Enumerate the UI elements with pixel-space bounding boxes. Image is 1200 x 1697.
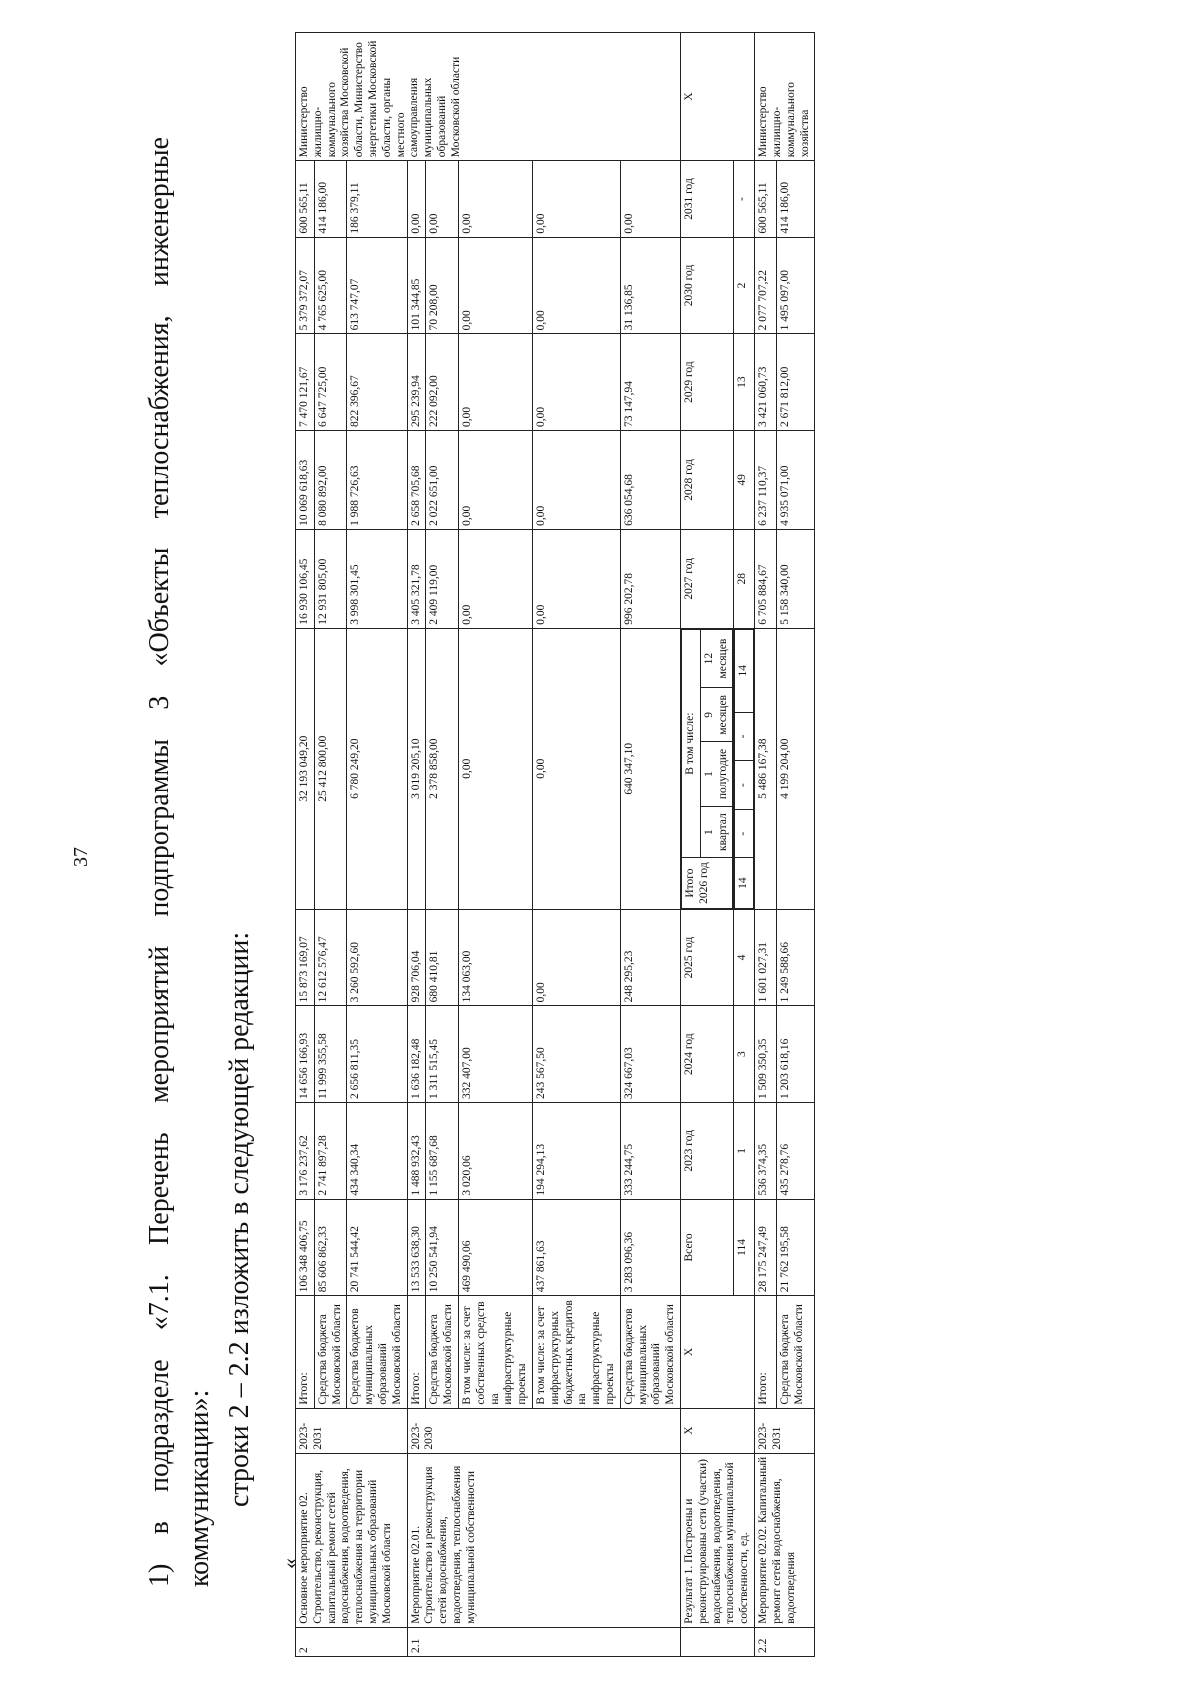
value-cell: 332 407,00 [458, 1006, 532, 1103]
table-row [407, 33, 426, 1657]
value-cell: 13 533 638,30 [407, 1199, 426, 1296]
value-cell: 536 374,35 [755, 1102, 777, 1199]
value-cell: 0,00 [458, 628, 532, 909]
value-cell: 2 [734, 237, 755, 334]
value-cell: 0,00 [458, 529, 532, 628]
value-cell: 1 636 182,48 [407, 1006, 426, 1103]
intro-word: 3 [144, 695, 175, 710]
quarter-breakdown-values [734, 628, 755, 909]
value-cell: 1 988 726,63 [347, 430, 407, 529]
intro-word: «Объекты [144, 547, 175, 667]
value-cell: 14 [735, 858, 754, 908]
header-cell: 9 месяцев [700, 688, 733, 742]
value-cell: 6 780 249,20 [347, 628, 407, 909]
value-cell: - [734, 161, 755, 237]
intro-line-2: коммуникации»: [184, 1389, 215, 1587]
value-cell: 14 [735, 629, 754, 712]
value-cell: 1 488 932,43 [407, 1102, 426, 1199]
executor-cell: Министерство жилищно-коммунального хозяйства [755, 33, 815, 161]
value-cell: 4 199 204,00 [777, 628, 815, 909]
source-cell: В том числе: за счет собственных средств на инфраструктурные проекты [458, 1296, 532, 1408]
value-cell: - [735, 712, 754, 761]
value-cell: 640 347,10 [620, 628, 680, 909]
intro-word: мероприятий [144, 945, 175, 1104]
measure-period: 2023-2031 [755, 1408, 815, 1453]
measure-name: Мероприятие 02.01. Строительство и реконструкция сетей водоснабжения, водоотведения, теплоснабжения муниципальной собственности [407, 1453, 680, 1627]
header-cell: Всего [680, 1199, 733, 1296]
source-cell: Средства бюджетов муниципальных образований Московской области [347, 1296, 407, 1408]
value-cell: 2 671 812,00 [777, 334, 815, 431]
value-cell: 0,00 [532, 529, 620, 628]
value-cell: 5 486 167,38 [755, 628, 777, 909]
value-cell: 3 260 592,60 [347, 909, 407, 1006]
intro-line-3: строки 2 – 2.2 изложить в следующей редакции: [224, 931, 255, 1507]
value-cell: 2 077 707,22 [755, 237, 777, 334]
row-number: 2.1 [407, 1627, 680, 1656]
value-cell: 248 295,23 [620, 909, 680, 1006]
opening-quote: « [277, 1558, 302, 1569]
header-cell: 12 месяцев [700, 629, 733, 688]
value-cell: 20 741 544,42 [347, 1199, 407, 1296]
value-cell: 3 020,06 [458, 1102, 532, 1199]
value-cell: 2 656 811,35 [347, 1006, 407, 1103]
value-cell: 2 658 705,68 [407, 430, 426, 529]
value-cell: 469 490,06 [458, 1199, 532, 1296]
value-cell: 680 410,81 [426, 909, 459, 1006]
intro-word: подпрограммы [144, 739, 175, 917]
row-number: 2 [296, 1627, 408, 1656]
value-cell: 4 935 071,00 [777, 430, 815, 529]
measures-table [295, 32, 815, 1657]
value-cell: 414 186,00 [314, 161, 347, 237]
header-cell: 2024 год [680, 1006, 733, 1103]
intro-text [140, 137, 260, 1587]
header-cell: 2029 год [680, 334, 733, 431]
header-cell: 1 квартал [700, 806, 733, 858]
header-cell: 2027 год [680, 529, 733, 628]
measure-period: 2023-2031 [296, 1408, 408, 1453]
value-cell: 28 175 247,49 [755, 1199, 777, 1296]
value-cell: 5 158 340,00 [777, 529, 815, 628]
source-cell: Средства бюджетов муниципальных образований Московской области [620, 1296, 680, 1408]
header-cell: Итого 2026 год [681, 858, 732, 908]
value-cell: 928 706,04 [407, 909, 426, 1006]
value-cell: 85 606 862,33 [314, 1199, 347, 1296]
value-cell: 5 379 372,07 [296, 237, 315, 334]
value-cell: 134 063,00 [458, 909, 532, 1006]
value-cell: 1 [734, 1102, 755, 1199]
value-cell: 2 409 119,00 [426, 529, 459, 628]
value-cell: 12 612 576,47 [314, 909, 347, 1006]
x-mark: X [680, 1296, 754, 1408]
intro-word: подразделе [144, 1359, 175, 1492]
value-cell: 1 311 515,45 [426, 1006, 459, 1103]
value-cell: 1 203 618,16 [777, 1006, 815, 1103]
source-cell: Средства бюджета Московской области [426, 1296, 459, 1408]
value-cell: 10 250 541,94 [426, 1199, 459, 1296]
value-cell: 414 186,00 [777, 161, 815, 237]
value-cell: 11 999 355,58 [314, 1006, 347, 1103]
value-cell: 49 [734, 430, 755, 529]
value-cell: 1 601 027,31 [755, 909, 777, 1006]
header-cell: 2031 год [680, 161, 733, 237]
intro-line-1 [140, 137, 180, 1587]
value-cell: 106 348 406,75 [296, 1199, 315, 1296]
value-cell: 3 [734, 1006, 755, 1103]
value-cell: - [735, 761, 754, 810]
value-cell: 6 237 110,37 [755, 430, 777, 529]
intro-word: 1) [144, 1563, 175, 1587]
value-cell: 0,00 [426, 161, 459, 237]
value-cell: 0,00 [532, 237, 620, 334]
value-cell: 12 931 805,00 [314, 529, 347, 628]
value-cell: 2 022 651,00 [426, 430, 459, 529]
value-cell: 1 509 350,35 [755, 1006, 777, 1103]
value-cell: 0,00 [458, 161, 532, 237]
value-cell: 333 244,75 [620, 1102, 680, 1199]
header-cell: 2030 год [680, 237, 733, 334]
x-mark: X [680, 1408, 754, 1453]
value-cell: 3 998 301,45 [347, 529, 407, 628]
measure-name: Основное мероприятие 02. Строительство, реконструкция, капитальный ремонт сетей водоснабжения, водоотведения, теплоснабжения на территории муниципальных образований Московской области [296, 1453, 408, 1627]
value-cell: 28 [734, 529, 755, 628]
value-cell: 7 470 121,67 [296, 334, 315, 431]
value-cell: 822 396,67 [347, 334, 407, 431]
source-cell: В том числе: за счет инфраструктурных бюджетных кредитов на инфраструктурные проекты [532, 1296, 620, 1408]
value-cell: 6 647 725,00 [314, 334, 347, 431]
value-cell: 0,00 [458, 334, 532, 431]
value-cell: 1 155 687,68 [426, 1102, 459, 1199]
value-cell: 73 147,94 [620, 334, 680, 431]
value-cell: 600 565,11 [755, 161, 777, 237]
value-cell: 32 193 049,20 [296, 628, 315, 909]
header-cell: В том числе: [681, 629, 700, 858]
value-cell: 437 861,63 [532, 1199, 620, 1296]
table-row [680, 33, 733, 1657]
value-cell: 6 705 884,67 [755, 529, 777, 628]
table-row [755, 33, 777, 1657]
intro-word: «7.1. [144, 1274, 175, 1331]
value-cell: 1 249 588,66 [777, 909, 815, 1006]
value-cell: 434 340,34 [347, 1102, 407, 1199]
value-cell: 10 069 618,63 [296, 430, 315, 529]
intro-word: в [144, 1521, 175, 1535]
intro-word: инженерные [144, 137, 175, 287]
value-cell: 0,00 [532, 334, 620, 431]
value-cell: 2 378 858,00 [426, 628, 459, 909]
source-cell: Средства бюджета Московской области [314, 1296, 347, 1408]
result-name: Результат 1. Построены и реконструированы сети (участки) водоснабжения, водоотведения, теплоснабжения муниципальной собственности, ед. [680, 1453, 754, 1627]
value-cell: 70 208,00 [426, 237, 459, 334]
value-cell: 0,00 [532, 430, 620, 529]
value-cell: 3 019 205,10 [407, 628, 426, 909]
source-cell: Средства бюджета Московской области [777, 1296, 815, 1408]
header-cell: 2025 год [680, 909, 733, 1006]
value-cell: 0,00 [532, 909, 620, 1006]
value-cell: 996 202,78 [620, 529, 680, 628]
page-number: 37 [70, 847, 92, 867]
intro-word: теплоснабжения, [144, 315, 175, 519]
x-mark: X [680, 33, 754, 161]
value-cell: 324 667,03 [620, 1006, 680, 1103]
value-cell: 14 656 166,93 [296, 1006, 315, 1103]
value-cell: 0,00 [407, 161, 426, 237]
measure-period: 2023-2030 [407, 1408, 680, 1453]
table-row [296, 33, 315, 1657]
value-cell: 435 278,76 [777, 1102, 815, 1199]
executor-cell: Министерство жилищно-коммунального хозяйства Московской области, Министерство энергетики Московской области, органы местного самоуправления муниципальных образований Московской области [296, 33, 681, 161]
value-cell: 114 [734, 1199, 755, 1296]
header-cell: 1 полугодие [700, 742, 733, 806]
value-cell: 0,00 [532, 628, 620, 909]
value-cell: 3 176 237,62 [296, 1102, 315, 1199]
value-cell: 21 762 195,58 [777, 1199, 815, 1296]
value-cell: 0,00 [458, 237, 532, 334]
value-cell: 25 412 800,00 [314, 628, 347, 909]
value-cell: 2 741 897,28 [314, 1102, 347, 1199]
intro-word: Перечень [144, 1132, 175, 1245]
value-cell: 0,00 [620, 161, 680, 237]
value-cell: 4 [734, 909, 755, 1006]
value-cell: 295 239,94 [407, 334, 426, 431]
value-cell: 1 495 097,00 [777, 237, 815, 334]
value-cell: 600 565,11 [296, 161, 315, 237]
source-cell: Итого: [296, 1296, 315, 1408]
value-cell: 636 054,68 [620, 430, 680, 529]
value-cell: 222 092,00 [426, 334, 459, 431]
value-cell: 13 [734, 334, 755, 431]
value-cell: 31 136,85 [620, 237, 680, 334]
source-cell: Итого: [407, 1296, 426, 1408]
value-cell: 8 080 892,00 [314, 430, 347, 529]
value-cell: 3 421 060,73 [755, 334, 777, 431]
header-cell: 2028 год [680, 430, 733, 529]
value-cell: 3 405 321,78 [407, 529, 426, 628]
value-cell: 243 567,50 [532, 1006, 620, 1103]
value-cell: 194 294,13 [532, 1102, 620, 1199]
measure-name: Мероприятие 02.02. Капитальный ремонт сетей водоснабжения, водоотведения [755, 1453, 815, 1627]
source-cell: Итого: [755, 1296, 777, 1408]
row-number: 2.2 [755, 1627, 815, 1656]
value-cell: 16 930 106,45 [296, 529, 315, 628]
header-cell: 2023 год [680, 1102, 733, 1199]
value-cell: 0,00 [532, 161, 620, 237]
value-cell: 4 765 625,00 [314, 237, 347, 334]
value-cell: 613 747,07 [347, 237, 407, 334]
value-cell: 3 283 096,36 [620, 1199, 680, 1296]
value-cell: - [735, 809, 754, 858]
quarter-breakdown-header [680, 628, 733, 909]
value-cell: 0,00 [458, 430, 532, 529]
value-cell: 186 379,11 [347, 161, 407, 237]
value-cell: 15 873 169,07 [296, 909, 315, 1006]
value-cell: 101 344,85 [407, 237, 426, 334]
